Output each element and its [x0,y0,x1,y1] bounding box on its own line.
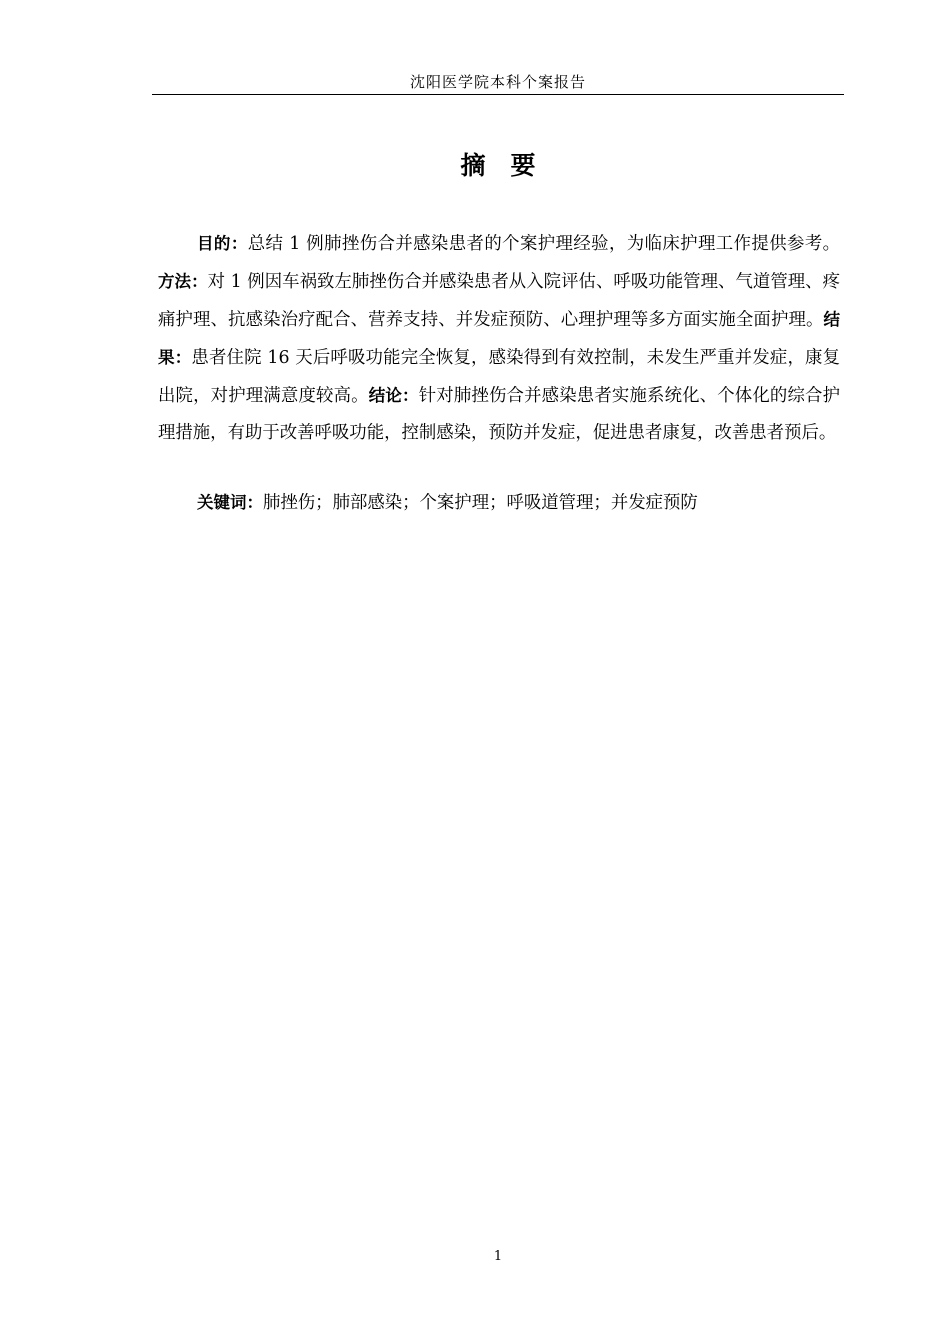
conclusion-label: 结论： [368,386,419,405]
page-header [152,72,844,95]
keywords-paragraph [158,484,840,522]
page-number: 1 [493,1249,503,1264]
header-title: 沈阳医学院本科个案报告 [409,73,586,91]
method-text: 对 1 例因车祸致左肺挫伤合并感染患者从入院评估、呼吸功能管理、气道管理、疼痛护理、抗感染治疗配合、营养支持、并发症预防、心理护理等多方面实施全面护理。 [158,272,841,330]
result-label: 结果： [158,310,840,367]
method-label: 方法： [158,272,208,291]
objective-label: 目的： [197,234,248,253]
keywords-text: 肺挫伤；肺部感染；个案护理；呼吸道管理；并发症预防 [263,493,698,513]
conclusion-text: 针对肺挫伤合并感染患者实施系统化、个体化的综合护理措施，有助于改善呼吸功能，控制感染，预防并发症，促进患者康复，改善患者预后。 [158,386,840,443]
objective-text: 总结 1 例肺挫伤合并感染患者的个案护理经验，为临床护理工作提供参考。 [247,234,841,254]
result-text: 患者住院 16 天后呼吸功能完全恢复，感染得到有效控制，未发生严重并发症，康复出院，对护理满意度较高。 [158,348,840,406]
abstract-paragraph [158,225,840,452]
abstract-title: 摘 要 [460,151,536,180]
keywords-label: 关键词： [197,493,263,512]
